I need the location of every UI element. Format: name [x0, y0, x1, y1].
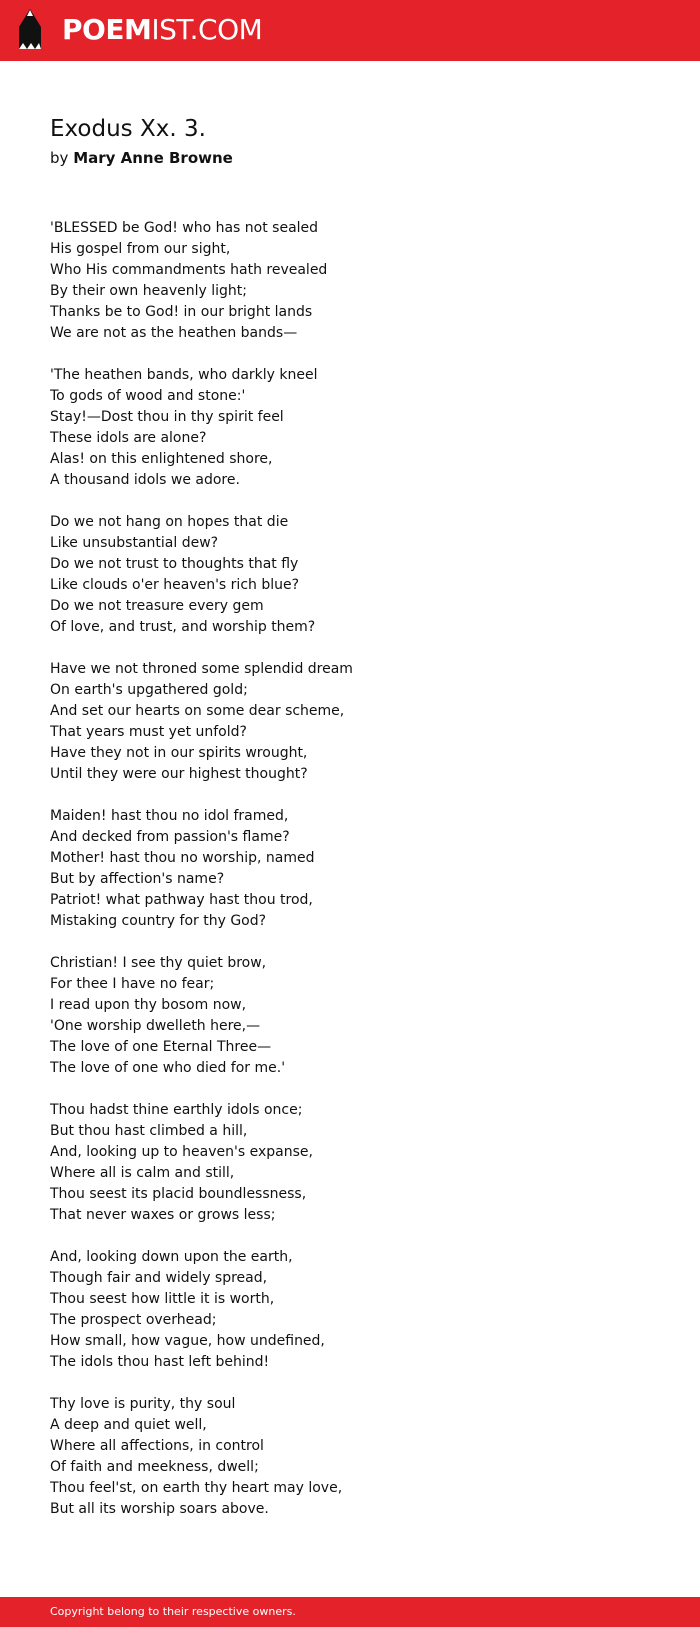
poem-line: 'BLESSED be God! who has not sealed	[50, 220, 319, 236]
brand-light: IST.COM	[151, 13, 263, 46]
poem-line: And decked from passion's flame?	[50, 829, 290, 845]
copyright-text: Copyright belong to their respective owners.	[50, 1605, 296, 1618]
poem-line: A thousand idols we adore.	[50, 472, 240, 488]
poem-line: Thy love is purity, thy soul	[50, 1396, 236, 1412]
poem-line: Do we not trust to thoughts that fly	[50, 556, 299, 572]
poem-line: 'The heathen bands, who darkly kneel	[50, 367, 318, 383]
poem-line: The idols thou hast left behind!	[50, 1354, 270, 1370]
poem-line: Until they were our highest thought?	[50, 766, 308, 782]
poem-line: Thou hadst thine earthly idols once;	[50, 1102, 303, 1118]
brand-bold: POEM	[62, 13, 152, 46]
stanza	[50, 659, 650, 785]
poem-line: Of faith and meekness, dwell;	[50, 1459, 259, 1475]
poem-line: Patriot! what pathway hast thou trod,	[50, 892, 313, 908]
stanza	[50, 1247, 650, 1373]
site-header	[0, 0, 700, 61]
poem-line: Thou seest its placid boundlessness,	[50, 1186, 307, 1202]
by-label: by	[50, 149, 69, 167]
poem-line: Like unsubstantial dew?	[50, 535, 219, 551]
poem-line: I read upon thy bosom now,	[50, 997, 247, 1013]
poem-line: The prospect overhead;	[50, 1312, 217, 1328]
stanza	[50, 953, 650, 1079]
site-logo-text[interactable]	[62, 11, 262, 49]
poem-line: Do we not treasure every gem	[50, 598, 264, 614]
poem-line: Christian! I see thy quiet brow,	[50, 955, 267, 971]
poem-line: Thou seest how little it is worth,	[50, 1291, 275, 1307]
poem-line: Mistaking country for thy God?	[50, 913, 267, 929]
poem-line: Who His commandments hath revealed	[50, 262, 328, 278]
stanza	[50, 218, 650, 344]
poem-line: 'One worship dwelleth here,—	[50, 1018, 261, 1034]
poem-line: That never waxes or grows less;	[50, 1207, 276, 1223]
poem-line: Maiden! hast thou no idol framed,	[50, 808, 289, 824]
poem-line: Do we not hang on hopes that die	[50, 514, 289, 530]
poem-line: We are not as the heathen bands—	[50, 325, 298, 341]
pencil-logo-icon[interactable]	[17, 9, 43, 51]
poem-line: For thee I have no fear;	[50, 976, 215, 992]
poem-line: By their own heavenly light;	[50, 283, 247, 299]
site-footer	[0, 1597, 700, 1627]
poem-line: But by affection's name?	[50, 871, 225, 887]
poem-line: Though fair and widely spread,	[50, 1270, 268, 1286]
poem-line: The love of one Eternal Three—	[50, 1039, 272, 1055]
poem-line: And, looking up to heaven's expanse,	[50, 1144, 313, 1160]
poem-line: That years must yet unfold?	[50, 724, 247, 740]
poem-line: Thanks be to God! in our bright lands	[50, 304, 313, 320]
poem-line: On earth's upgathered gold;	[50, 682, 248, 698]
poem-line: Mother! hast thou no worship, named	[50, 850, 315, 866]
poem-line: These idols are alone?	[50, 430, 207, 446]
stanza	[50, 806, 650, 932]
poem-line: But thou hast climbed a hill,	[50, 1123, 248, 1139]
stanza	[50, 1100, 650, 1226]
poem-line: The love of one who died for me.'	[50, 1060, 286, 1076]
author-name: Mary Anne Browne	[73, 149, 233, 167]
byline	[50, 148, 233, 168]
poem-line: Where all affections, in control	[50, 1438, 264, 1454]
poem-line: Alas! on this enlightened shore,	[50, 451, 273, 467]
poem-line: Where all is calm and still,	[50, 1165, 235, 1181]
poem-line: Of love, and trust, and worship them?	[50, 619, 316, 635]
poem-line: Thou feel'st, on earth thy heart may love,	[50, 1480, 343, 1496]
poem-line: To gods of wood and stone:'	[50, 388, 246, 404]
poem-line: His gospel from our sight,	[50, 241, 231, 257]
poem-line: A deep and quiet well,	[50, 1417, 207, 1433]
poem-line: Like clouds o'er heaven's rich blue?	[50, 577, 300, 593]
stanza	[50, 365, 650, 491]
poem-line: Have we not throned some splendid dream	[50, 661, 353, 677]
poem-line: Stay!—Dost thou in thy spirit feel	[50, 409, 284, 425]
stanza	[50, 1394, 650, 1520]
poem-title: Exodus Xx. 3.	[50, 116, 206, 142]
poem-line: And, looking down upon the earth,	[50, 1249, 293, 1265]
poem-line: But all its worship soars above.	[50, 1501, 269, 1517]
stanza	[50, 512, 650, 638]
poem-line: And set our hearts on some dear scheme,	[50, 703, 345, 719]
poem-line: Have they not in our spirits wrought,	[50, 745, 308, 761]
poem-line: How small, how vague, how undefined,	[50, 1333, 325, 1349]
poem-body	[50, 218, 650, 1541]
